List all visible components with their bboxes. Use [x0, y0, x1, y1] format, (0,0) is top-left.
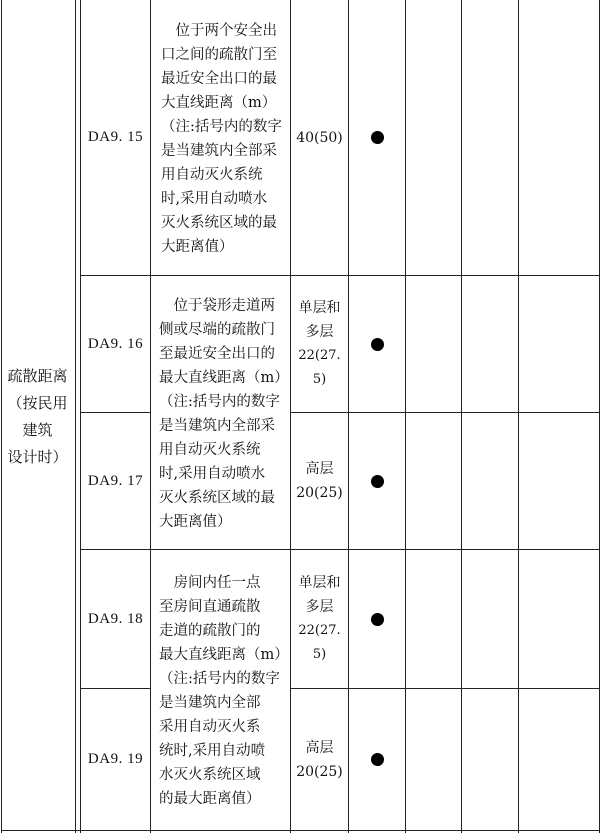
item-code: DA9. 17: [87, 472, 144, 489]
description-line: 大直线距离（m）: [161, 94, 277, 111]
description-line: 位于两个安全出: [175, 22, 278, 39]
description-line: 口之间的疏散门至: [161, 46, 278, 63]
category-cell: [0, 0, 75, 833]
value-line: 单层和: [298, 300, 341, 316]
description-line: 最近安全出口的最: [161, 70, 278, 87]
item-value: [291, 413, 348, 549]
description-line: 大距离值）: [161, 238, 234, 255]
category-line: 设计时）: [7, 447, 68, 466]
item-code: DA9. 19: [87, 751, 144, 767]
column-divider: [518, 0, 519, 833]
description-line: 至房间直通疏散: [159, 599, 261, 615]
value-line: 单层和: [298, 575, 341, 591]
item-code: DA9. 16: [87, 335, 144, 352]
marker-cell: [349, 0, 405, 275]
marker-cell: [349, 276, 405, 412]
value-line: 多层: [305, 324, 334, 340]
value-line: 多层: [305, 599, 334, 615]
value-line: 22(27. 5): [298, 348, 341, 387]
description-line: 位于袋形走道两: [173, 297, 275, 314]
item-value: [291, 550, 348, 688]
item-code: DA9. 18: [87, 610, 144, 627]
description-line: 至最近安全出口的: [159, 345, 275, 362]
value-line: 高层: [305, 739, 334, 756]
item-description: [151, 550, 290, 830]
value-line: 20(25): [296, 763, 343, 780]
filled-circle-icon: [371, 338, 384, 351]
description-line: 侧或尽端的疏散门: [159, 321, 275, 338]
item-description: [151, 276, 290, 549]
filled-circle-icon: [371, 753, 384, 766]
category-line: 疏散距离: [7, 366, 68, 385]
item-value: [291, 0, 348, 275]
description-line: （注:括号内的数字: [159, 671, 280, 687]
column-divider: [461, 0, 462, 833]
value-line: 40(50): [296, 129, 343, 146]
description-line: 大距离值）: [159, 513, 232, 530]
value-line: 高层: [305, 461, 334, 477]
description-line: 灭火系统区域的最: [159, 489, 275, 506]
category-line: （按民用: [7, 393, 68, 412]
description-line: 用自动灭火系统: [159, 441, 261, 458]
description-line: 最大直线距离（m）: [159, 369, 289, 386]
column-divider: [75, 0, 76, 833]
description-line: 时,采用自动喷水: [161, 190, 268, 207]
description-line: 是当建筑内全部采: [159, 417, 275, 434]
description-line: 灭火系统区域的最: [161, 214, 278, 231]
description-line: （注:括号内的数字: [161, 118, 282, 135]
marker-cell: [349, 550, 405, 688]
description-line: 最大直线距离（m）: [159, 647, 289, 663]
filled-circle-icon: [371, 613, 384, 626]
value-line: 20(25): [296, 485, 343, 501]
description-line: 是当建筑内全部采: [161, 142, 278, 159]
description-line: （注:括号内的数字: [159, 393, 280, 410]
item-code: DA9. 15: [87, 129, 144, 145]
table-border-right: [599, 0, 600, 833]
item-value: [291, 276, 348, 412]
filled-circle-icon: [371, 475, 384, 488]
marker-cell: [349, 413, 405, 549]
filled-circle-icon: [371, 131, 384, 144]
description-line: 统时,采用自动喷: [159, 743, 266, 759]
item-description: [151, 0, 290, 275]
column-divider: [405, 0, 406, 833]
table-border-bottom: [1, 830, 600, 831]
description-line: 的最大距离值）: [159, 791, 261, 807]
description-line: 时,采用自动喷水: [159, 465, 266, 482]
description-line: 采用自动灭火系: [159, 719, 261, 735]
description-line: 用自动灭火系统: [161, 166, 263, 183]
description-line: 房间内任一点: [173, 575, 261, 591]
description-line: 水灭火系统区域: [159, 767, 261, 783]
marker-cell: [349, 689, 405, 830]
description-line: 是当建筑内全部: [159, 695, 261, 711]
category-line: 建筑: [22, 420, 53, 439]
item-value: [291, 689, 348, 830]
value-line: 22(27. 5): [298, 623, 341, 662]
description-line: 走道的疏散门的: [159, 623, 261, 639]
